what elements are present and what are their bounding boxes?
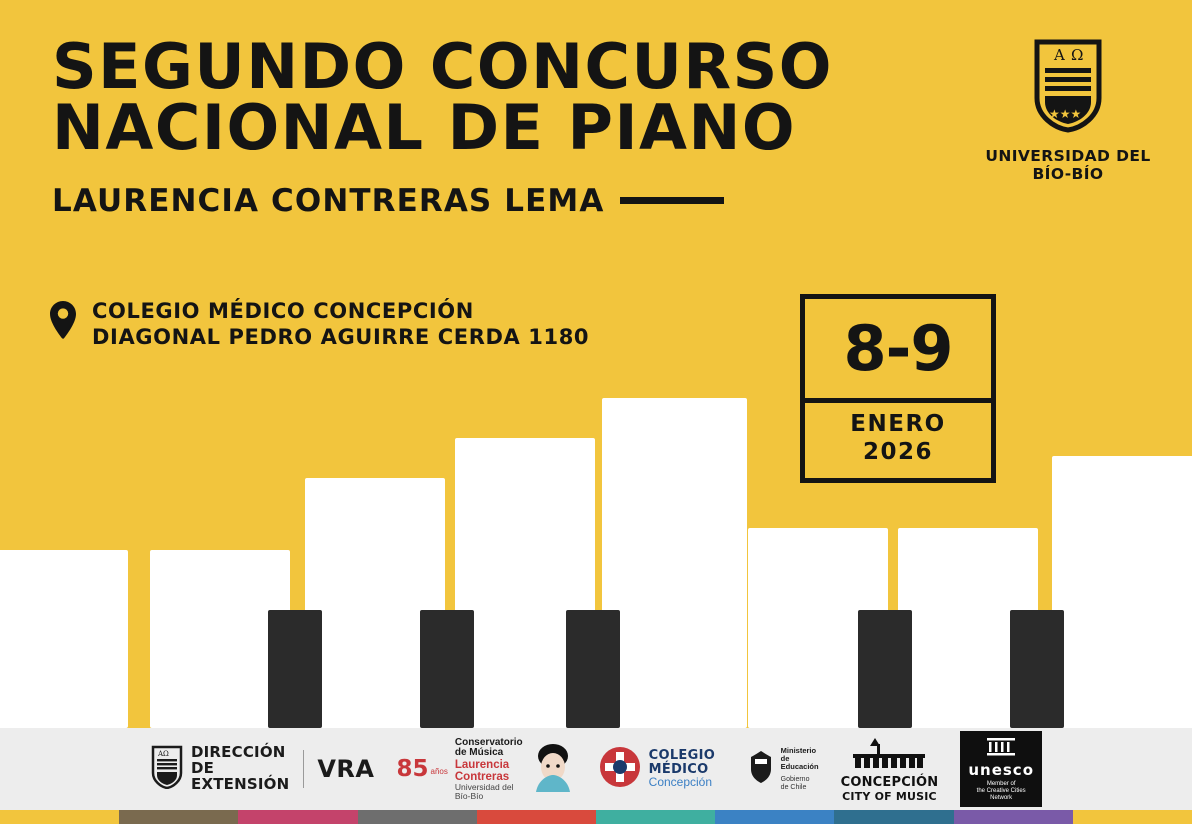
black-key	[420, 610, 474, 728]
subtitle-text: LAURENCIA CONTRERAS LEMA	[52, 182, 605, 219]
date-month: ENERO	[850, 411, 946, 437]
piano-keys-graphic	[0, 288, 1192, 728]
ministerio-educacion-text	[781, 747, 819, 791]
color-strip-segment	[358, 810, 477, 824]
color-strip-segment	[954, 810, 1073, 824]
black-key	[566, 610, 620, 728]
unesco-wordmark: unesco	[968, 761, 1034, 780]
color-strip-segment	[119, 810, 238, 824]
logo-colegio-medico	[598, 745, 726, 794]
color-strip	[0, 810, 1192, 824]
black-key	[1010, 610, 1064, 728]
concepcion-skyline-icon	[851, 736, 927, 775]
svg-text:Ω: Ω	[1071, 46, 1084, 64]
direccion-extension-line-2: EXTENSIÓN	[191, 774, 290, 793]
conservatorio-anniversary-caption: años	[430, 767, 448, 777]
venue-lines	[92, 298, 589, 350]
white-key	[0, 550, 128, 728]
unesco-member-line-1: Member of	[986, 781, 1016, 788]
ministerio-line-2: Educación	[780, 761, 819, 771]
date-box	[800, 294, 996, 483]
conservatorio-line-2: Laurencia Contreras	[454, 758, 510, 783]
color-strip-segment	[477, 810, 596, 824]
university-name: UNIVERSIDAD DEL BÍO-BÍO	[985, 147, 1151, 183]
color-strip-segment	[0, 810, 119, 824]
date-year: 2026	[862, 438, 933, 465]
unesco-member-line-2: the Creative Cities Network	[976, 788, 1026, 801]
venue-line-2: DIAGONAL PEDRO AGUIRRE CERDA 1180	[92, 325, 590, 350]
unesco-member-text	[968, 781, 1034, 802]
color-strip-segment	[1073, 810, 1192, 824]
map-pin-icon	[48, 300, 78, 345]
ubb-crest-icon	[1031, 46, 1105, 138]
logo-direccion-extension	[150, 745, 374, 794]
colegio-medico-line-2: Concepción	[648, 775, 713, 790]
direccion-extension-text	[191, 745, 290, 792]
conservatorio-anniversary-number: 85	[396, 755, 429, 782]
ministerio-line-3: Gobierno de Chile	[780, 776, 810, 791]
unesco-temple-icon	[984, 736, 1018, 761]
venue-line-1: COLEGIO MÉDICO CONCEPCIÓN	[92, 299, 474, 323]
subtitle-rule	[620, 197, 724, 204]
logo-divider	[303, 750, 305, 788]
colegio-medico-text	[649, 749, 726, 789]
portrait-icon	[530, 740, 576, 799]
svg-text:★★★: ★★★	[1049, 107, 1082, 121]
logo-conservatorio	[396, 738, 575, 801]
headline-block	[52, 30, 912, 219]
date-days: 8-9	[805, 299, 991, 403]
concepcion-line-1: CONCEPCIÓN	[840, 774, 939, 790]
svg-text:A: A	[1054, 46, 1065, 64]
logo-concepcion-city-of-music	[841, 736, 939, 803]
color-strip-segment	[238, 810, 357, 824]
white-key	[1052, 456, 1192, 728]
direccion-extension-line-1: DIRECCIÓN DE	[191, 743, 286, 778]
concepcion-line-2: CITY OF MUSIC	[842, 789, 937, 803]
color-strip-segment	[596, 810, 715, 824]
conservatorio-line-1: Conservatorio de Música	[454, 736, 523, 759]
ministerio-line-1: Ministerio de	[780, 745, 817, 763]
venue-block	[48, 298, 589, 350]
colegio-medico-line-1: COLEGIO MÉDICO	[648, 748, 716, 777]
logo-unesco	[960, 731, 1042, 807]
conservatorio-text	[455, 738, 523, 801]
university-crest-block	[980, 38, 1156, 183]
sponsor-footer	[0, 728, 1192, 810]
chile-coat-of-arms-icon	[748, 750, 774, 789]
subtitle-row	[52, 183, 912, 219]
white-key	[602, 398, 747, 728]
color-strip-segment	[715, 810, 834, 824]
color-strip-segment	[834, 810, 953, 824]
black-key	[858, 610, 912, 728]
ubb-crest-icon	[150, 745, 184, 794]
conservatorio-line-3: Universidad del Bío-Bío	[454, 781, 514, 801]
logo-ministerio-educacion	[748, 747, 819, 791]
date-month-year	[805, 403, 991, 478]
medical-cross-icon	[598, 745, 642, 794]
headline-line-1: SEGUNDO CONCURSO	[52, 30, 833, 103]
vra-label: VRA	[317, 755, 375, 783]
headline-line-2: NACIONAL DE PIANO	[52, 91, 797, 165]
svg-text:AΩ: AΩ	[158, 749, 169, 758]
black-key	[268, 610, 322, 728]
